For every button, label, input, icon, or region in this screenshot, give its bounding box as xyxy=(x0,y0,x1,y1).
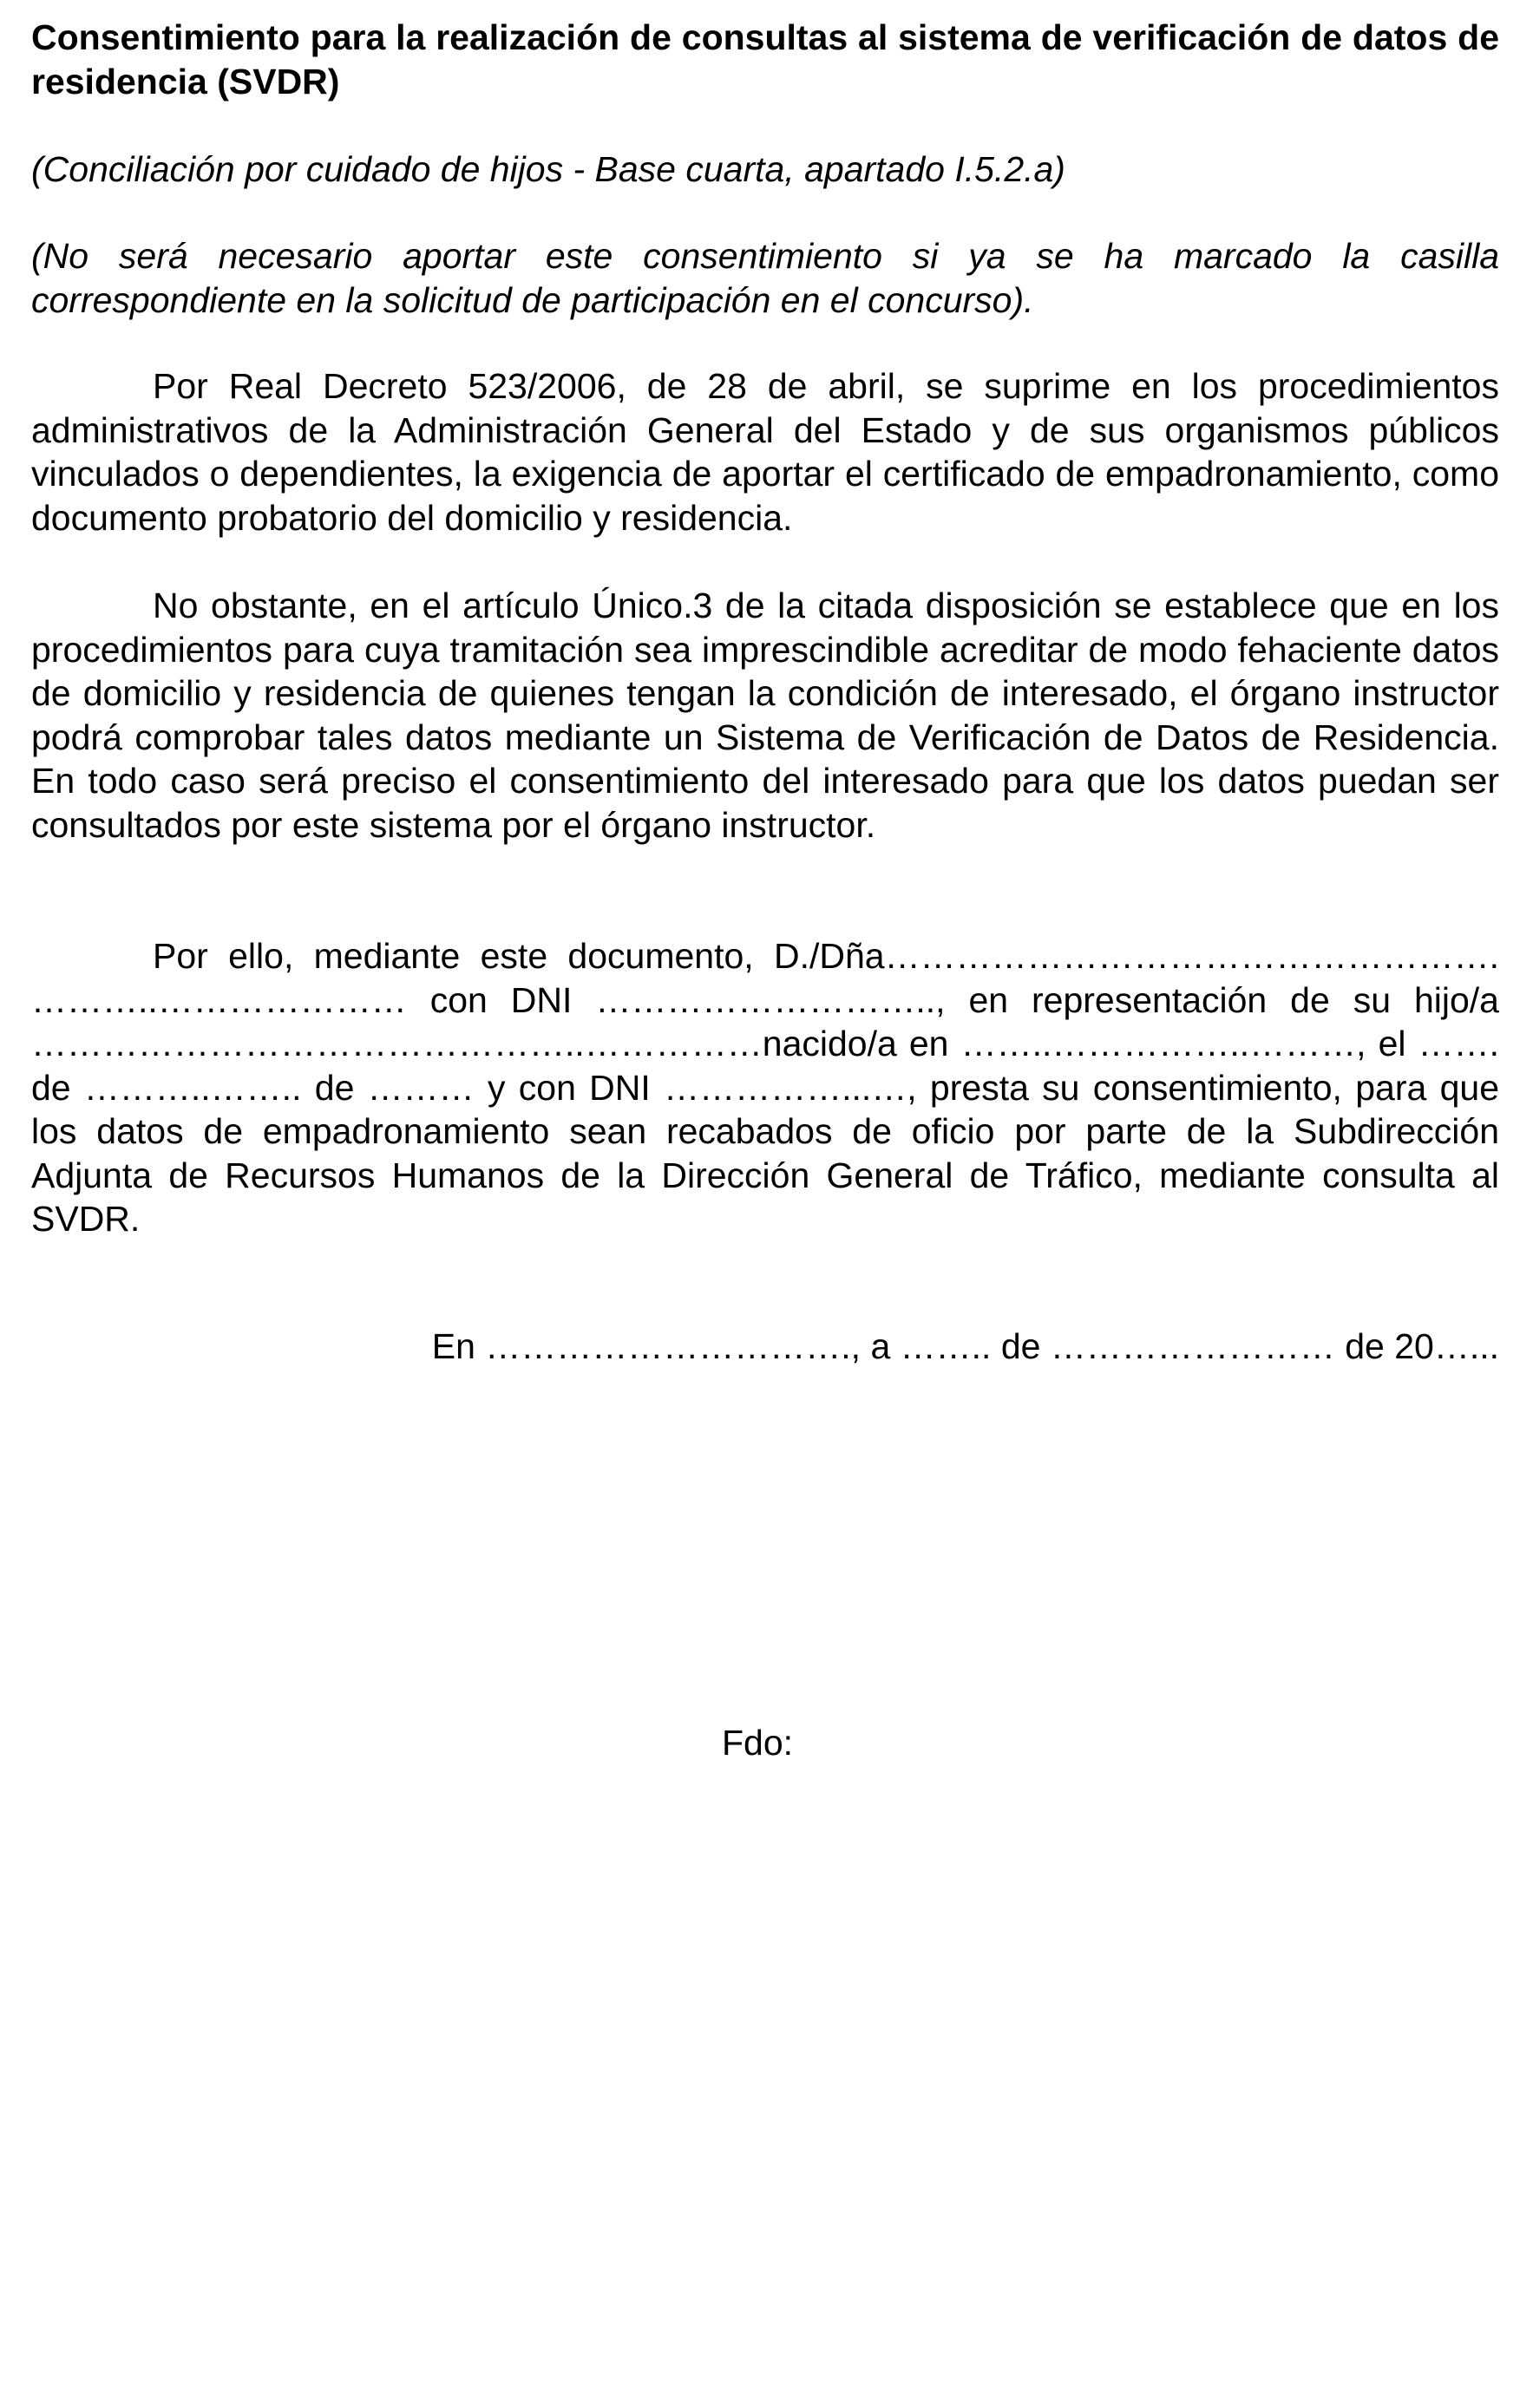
document-subtitle: (Conciliación por cuidado de hijos - Base cuarta, apartado I.5.2.a) xyxy=(31,149,1065,189)
paragraph-consent-statement: Por ello, mediante este documento, D./Dña……………………………………………. ………..………………… con DNI ……………………….., en representación de su hijo/a ………………………………………..……………nacido/a en ……..……………..………, el ……. de ………..…….. de ……… y con DNI ……………...…, presta su consentimiento, para que los datos de empadronamiento sean recabados de oficio por parte de la Subdirección Adjunta de Recursos Humanos de la Dirección General de Tráfico, mediante consulta al SVDR. xyxy=(31,936,1499,1239)
signature-label: Fdo: xyxy=(722,1723,794,1763)
place-date-line: En …………………………., a …….. de …………………… de 20…... xyxy=(431,1326,1499,1366)
paragraph-real-decreto: Por Real Decreto 523/2006, de 28 de abril, se suprime en los procedimientos administrativos de la Administración General del Estado y de sus organismos públicos vinculados o dependientes, la exigencia de aportar el certificado de empadronamiento, como documento probatorio del domicilio y residencia. xyxy=(31,366,1499,538)
document-title: Consentimiento para la realización de consultas al sistema de verificación de datos de residencia (SVDR) xyxy=(31,17,1499,101)
document-note: (No será necesario aportar este consentimiento si ya se ha marcado la casilla correspondiente en la solicitud de participación en el concurso). xyxy=(31,236,1499,320)
paragraph-no-obstante: No obstante, en el artículo Único.3 de la citada disposición se establece que en los procedimientos para cuya tramitación sea imprescindible acreditar de modo fehaciente datos de domicilio y residencia de quienes tengan la condición de interesado, el órgano instructor podrá comprobar tales datos mediante un Sistema de Verificación de Datos de Residencia. En todo caso será preciso el consentimiento del interesado para que los datos puedan ser consultados por este sistema por el órgano instructor. xyxy=(31,586,1499,845)
